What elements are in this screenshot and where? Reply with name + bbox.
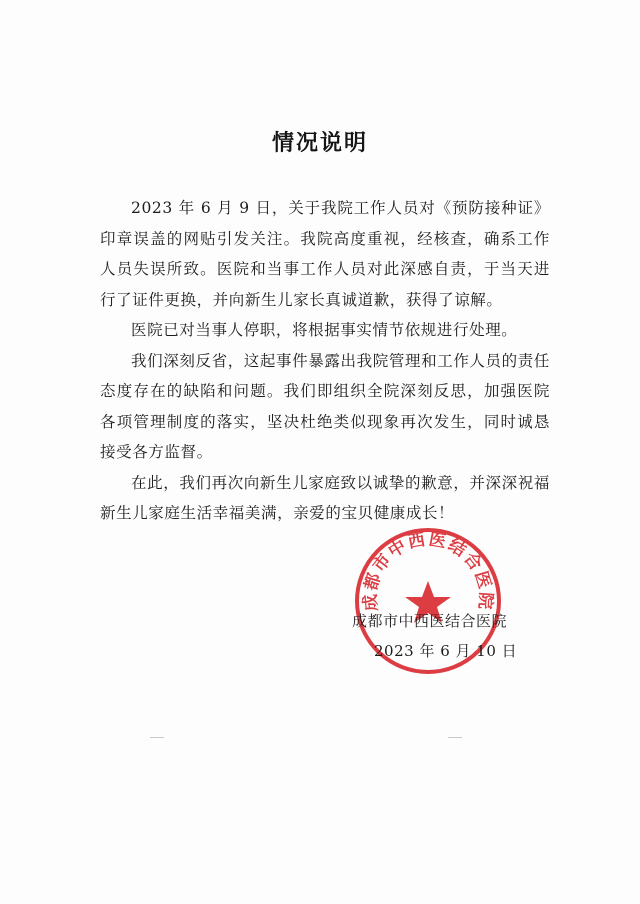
paragraph-incident: 2023 年 6 月 9 日，关于我院工作人员对《预防接种证》印章误盖的网贴引发关注。我院高度重视，经核查，确系工作人员失误所致。医院和当事工作人员对此深感自责，于当天进行了证件更换，并向新生儿家长真诚道歉，获得了谅解。 <box>100 199 550 309</box>
footer-mark-right <box>448 737 462 738</box>
footer-mark-left <box>150 737 164 738</box>
document-title: 情况说明 <box>271 131 368 156</box>
paragraph-apology: 在此，我们再次向新生儿家庭致以诚挚的歉意，并深深祝福新生儿家庭生活幸福美满，亲爱的宝贝健康成长！ <box>100 473 550 522</box>
document-body <box>100 193 550 529</box>
signature-date: 2023 年 6 月 10 日 <box>374 642 518 660</box>
paragraph-suspension: 医院已对当事人停职，将根据事实情节依规进行处理。 <box>131 321 518 339</box>
signature-block <box>340 606 560 666</box>
signature-organization: 成都市中西医结合医院 <box>352 612 508 630</box>
seal-text: 成都市中西医结合医院 <box>360 529 496 612</box>
paragraph-reflection: 我们深刻反省，这起事件暴露出我院管理和工作人员的责任态度存在的缺陷和问题。我们即组织全院深刻反思，加强医院各项管理制度的落实，坚决杜绝类似现象再次发生，同时诚恳接受各方监督。 <box>100 351 550 461</box>
